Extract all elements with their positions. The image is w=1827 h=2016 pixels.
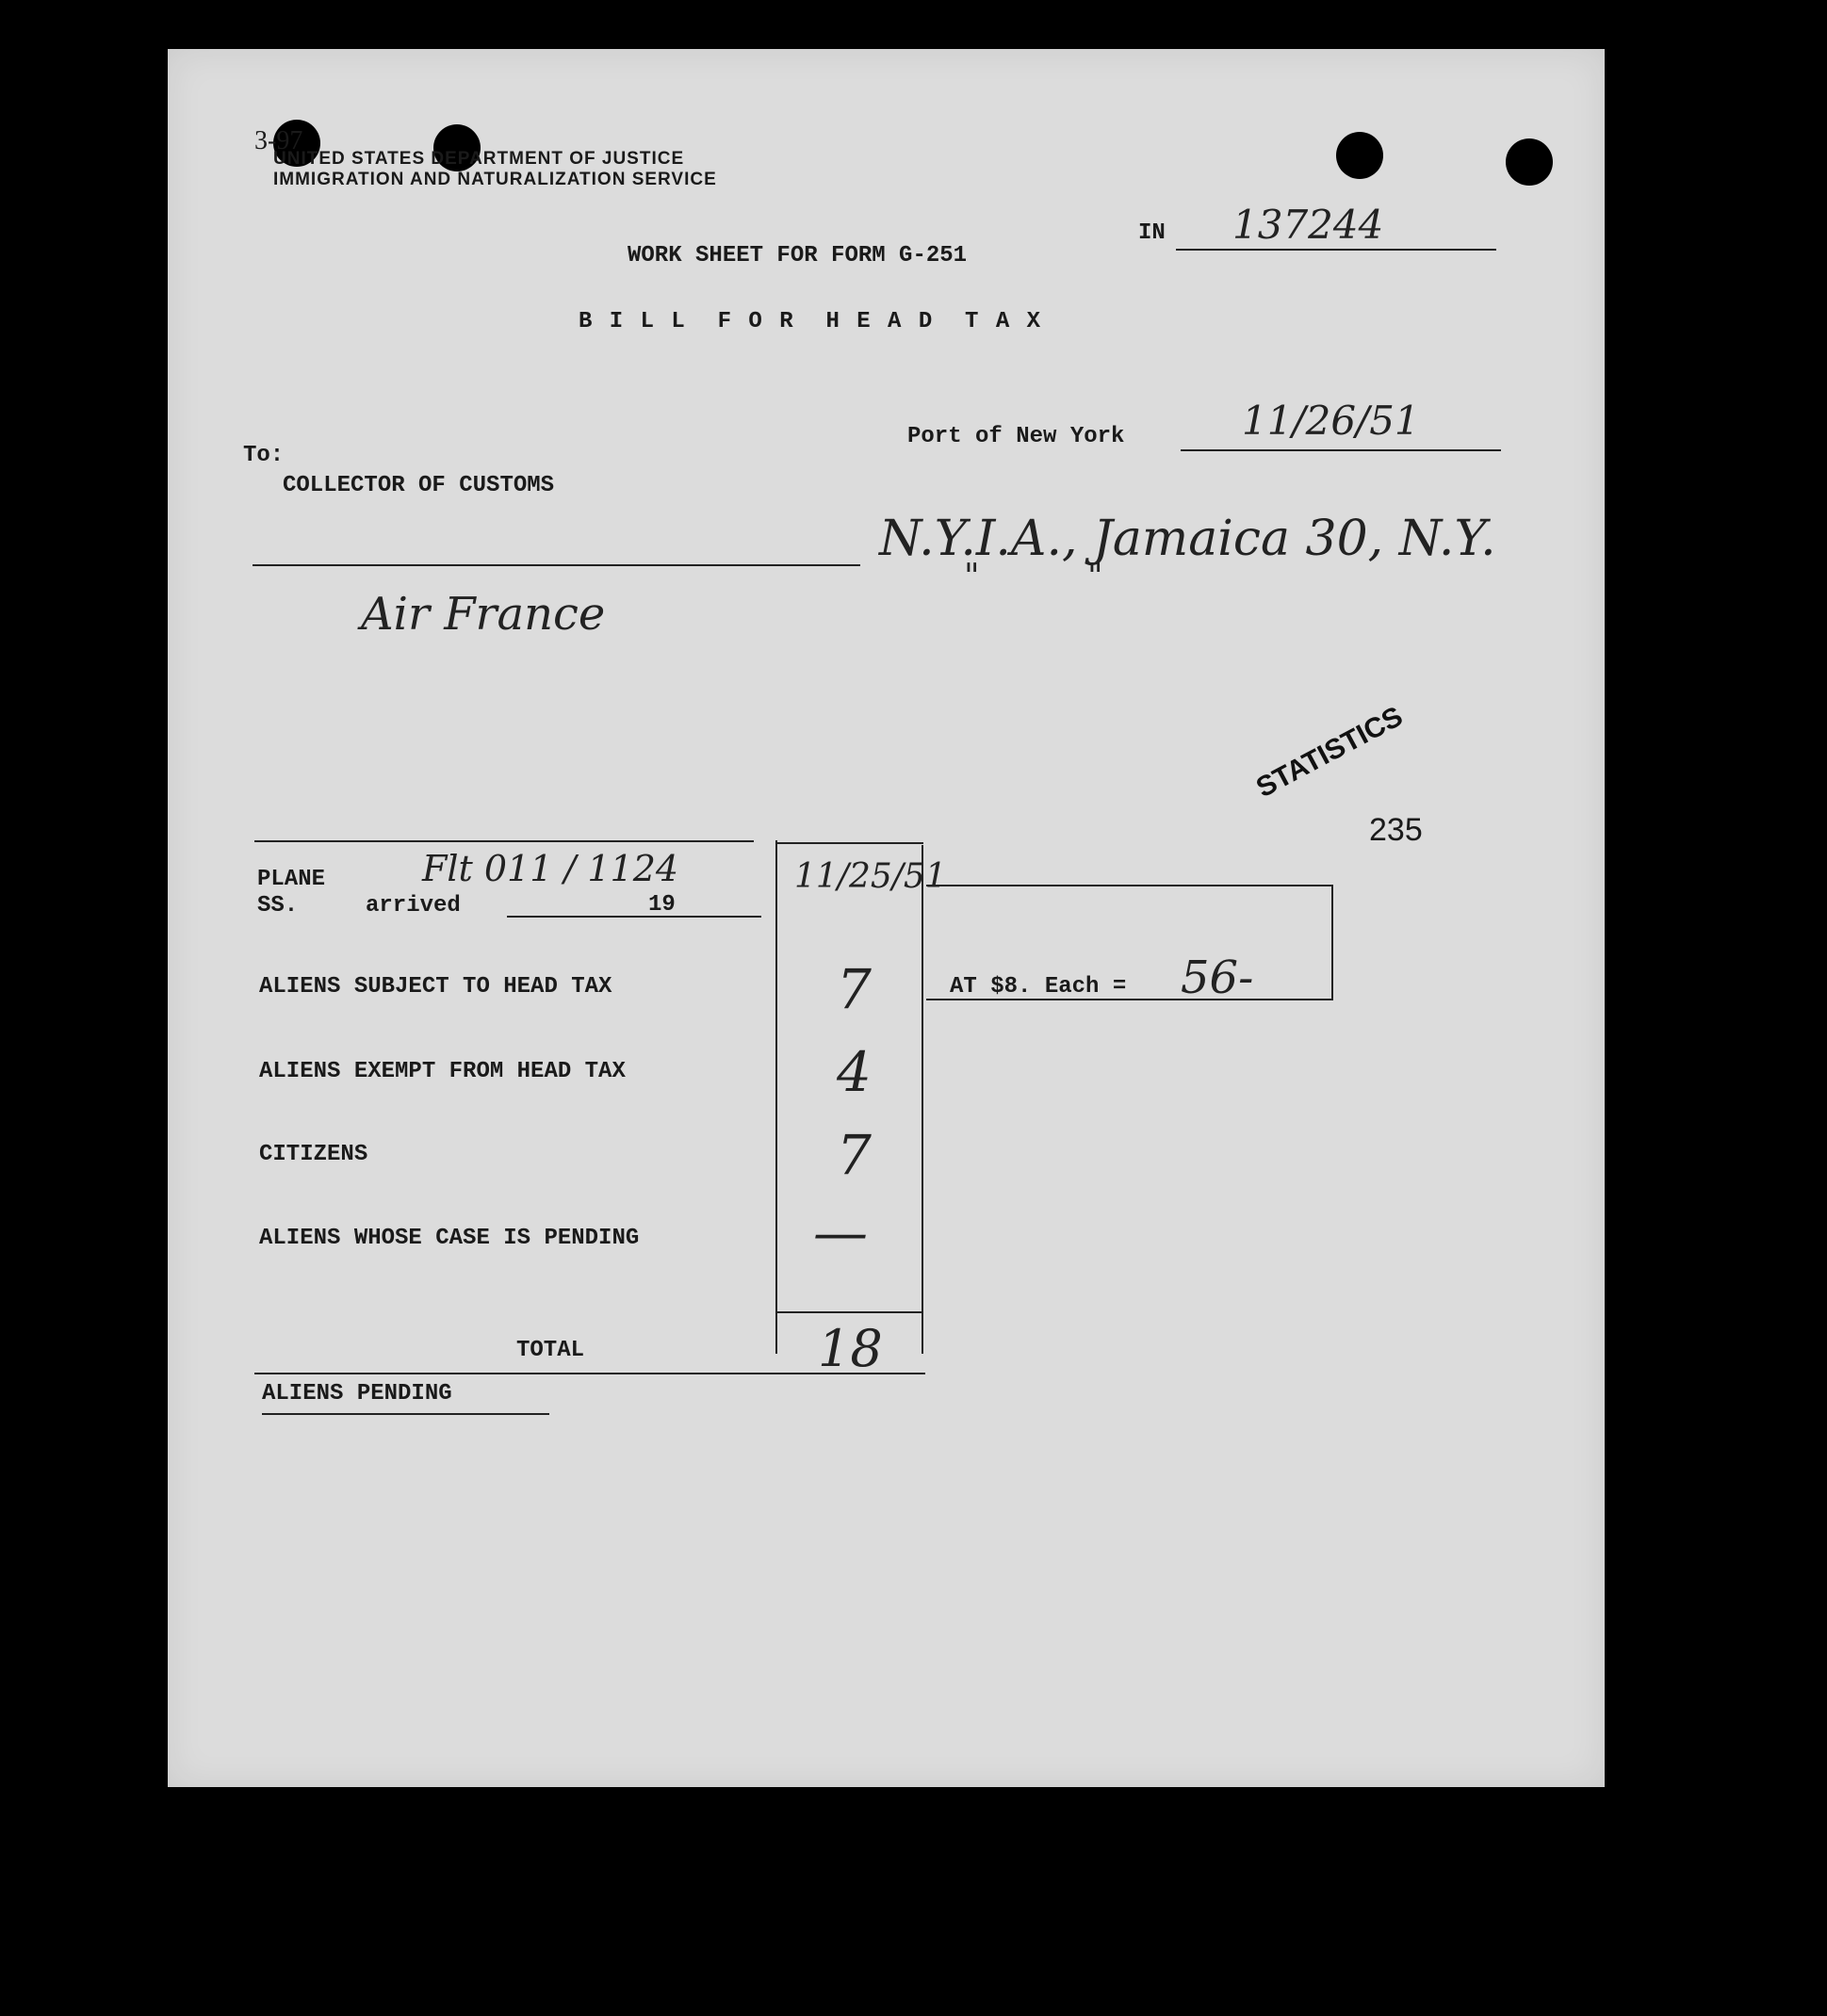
aliens-pending-label: ALIENS PENDING	[262, 1381, 452, 1406]
ss-label: SS.	[257, 893, 299, 919]
total-value: 18	[818, 1319, 883, 1378]
rate-label: AT $8. Each =	[950, 974, 1127, 1000]
port-label: Port of New York	[907, 424, 1125, 449]
in-label: IN	[1138, 220, 1166, 246]
row-label-exempt: ALIENS EXEMPT FROM HEAD TAX	[259, 1059, 626, 1084]
collector-line: COLLECTOR OF CUSTOMS	[283, 473, 555, 498]
count-column-right-border	[922, 845, 923, 1354]
agency-line-1: UNITED STATES DEPARTMENT OF JUSTICE	[273, 149, 685, 169]
table-right-top-rule	[926, 885, 1333, 886]
port-date: 11/26/51	[1242, 398, 1420, 444]
flight-handwritten: Flt 011 / 1124	[422, 848, 679, 889]
table-top-rule	[254, 840, 754, 842]
in-number-underline	[1176, 249, 1496, 251]
arrived-underline	[507, 916, 761, 918]
total-label: TOTAL	[516, 1338, 585, 1363]
form-number: 3-97	[254, 126, 303, 155]
row-label-citizens: CITIZENS	[259, 1142, 368, 1167]
year-prefix: 19	[648, 892, 676, 918]
rate-amount: 56-	[1181, 951, 1254, 1004]
arrival-date: 11/25/51	[794, 857, 947, 896]
total-separator-rule	[775, 1311, 923, 1313]
plane-label: PLANE	[257, 867, 326, 892]
ditto-marks: " "	[964, 558, 1103, 596]
count-column-top-rule	[775, 842, 923, 844]
bill-title: B I L L F O R H E A D T A X	[579, 309, 1043, 334]
arrived-label: arrived	[366, 893, 461, 919]
aliens-pending-underline	[262, 1413, 549, 1415]
row-value-subject: 7	[837, 957, 872, 1021]
count-column-left-border	[775, 840, 777, 1354]
row-value-pending: —	[813, 1200, 868, 1264]
punch-hole	[1336, 132, 1383, 179]
row-label-pending: ALIENS WHOSE CASE IS PENDING	[259, 1226, 640, 1251]
location-handwritten: N.Y.I.A., Jamaica 30, N.Y.	[879, 511, 1496, 567]
date-underline	[1181, 449, 1501, 451]
row-value-exempt: 4	[837, 1040, 872, 1104]
punch-hole	[1506, 138, 1553, 186]
carrier-handwritten: Air France	[361, 588, 606, 641]
statistics-stamp: STATISTICS	[1251, 700, 1409, 805]
agency-line-2: IMMIGRATION AND NATURALIZATION SERVICE	[273, 170, 717, 189]
worksheet-title: WORK SHEET FOR FORM G-251	[628, 243, 968, 268]
rate-box-right-border	[1331, 885, 1333, 1000]
to-label: To:	[243, 443, 285, 468]
in-number: 137244	[1232, 202, 1384, 248]
address-underline	[253, 564, 860, 566]
row-label-subject: ALIENS SUBJECT TO HEAD TAX	[259, 974, 612, 1000]
stamp-number: 235	[1369, 812, 1423, 848]
row-value-citizens: 7	[837, 1123, 872, 1187]
document-page	[168, 49, 1605, 1787]
